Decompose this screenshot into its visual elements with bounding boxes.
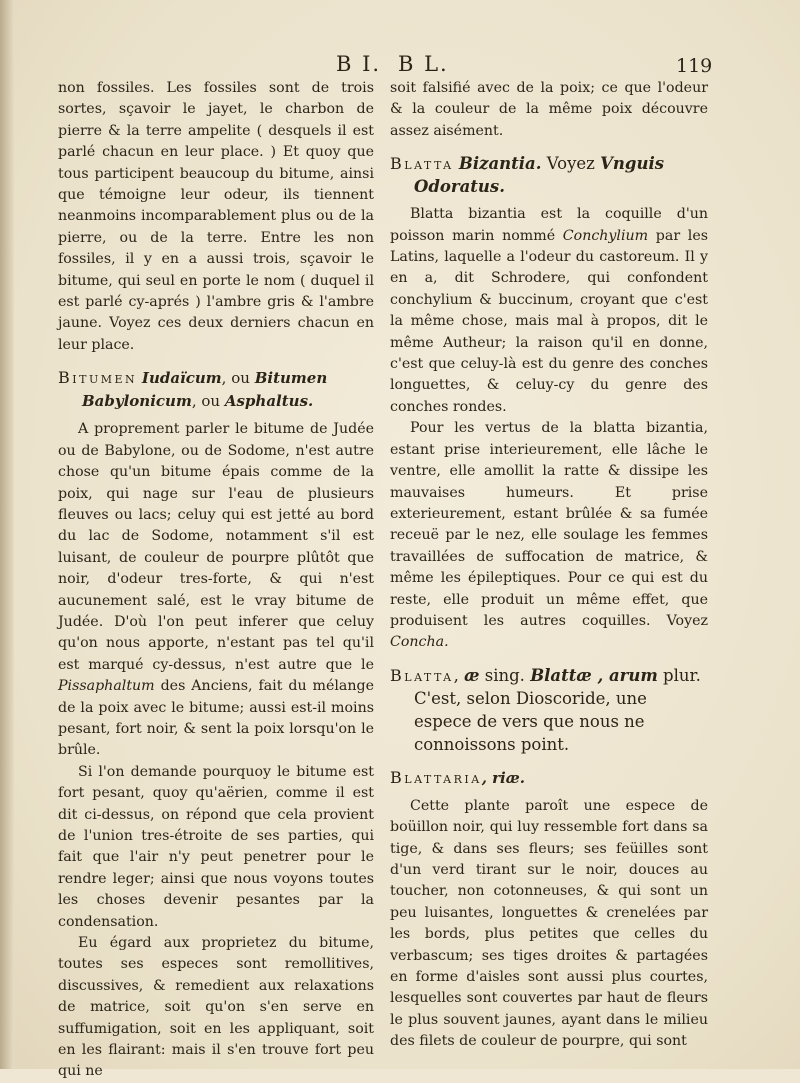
paragraph-proprietez: Eu égard aux proprietez du bitume, toutes ses especes sont remollitives, discussives, & remedient aux relaxations de matrice, soit qu'on s'en serve en suffumigation, soit en les appliquant, soit en les flairant: mais il s'en trouve fort peu qui ne <box>58 935 374 1080</box>
paragraph-fossiles: non fossiles. Les fossiles sont de trois sortes, sçavoir le jayet, le charbon de pierre & la terre ampelite ( desquels il est parlé chacun en leur place. ) Et quoy que tous participent beaucoup du bitume, ainsi que témoigne leur odeur, ils tiennent neanmoins incomparablement plus ou de la pierre, ou de la terre. Entre les non fossiles, il y en a aussi trois, sçavoir le bitume, qui seul en porte le nom ( duquel il est parlé cy-aprés ) l'ambre gris & l'ambre jaune. Voyez ces deux derniers chacun en leur place. <box>58 80 374 353</box>
headword-blattaria: Blattaria <box>390 767 482 787</box>
term-conchylium: Conchylium <box>562 227 649 244</box>
page-number: 119 <box>676 55 713 77</box>
heading-separator-2: , ou <box>191 392 221 411</box>
entry-heading-blatta-plural <box>390 664 708 756</box>
headword-bitumen-babylonicum: Bitumen Babylonicum <box>82 369 328 411</box>
running-head-right: B L. <box>398 52 449 76</box>
headword-bizantia: Bizantia. <box>458 154 542 174</box>
paragraph-vertus <box>390 418 708 653</box>
paragraph-pesant: Si l'on demande pourquoy le bitume est fort pesant, quoy qu'aërien, comme il est dit ci-dessus, on répond que cela provient de l'union tres-étroite de ses parties, qui fait que l'air n'y peut penetrer pour le rendre leger; ainsi que nous voyons toutes les choses devenir pesantes par la condensation. <box>58 763 374 930</box>
left-column <box>58 78 374 1083</box>
text-run: par les Latins, laquelle a l'odeur du castoreum. Il y en a, dit Schrodere, qui confondent conchylium & buccinum, croyant que c'est la même chose, mais mal à propos, dit le même Autheur; la raison qu'il en donne, c'est que celuy-là est du genre des conches longuettes, & celuy-cy du genre des conches rondes. <box>390 227 709 415</box>
paragraph-plante: Cette plante paroît une espece de boüillon noir, qui luy ressemble fort dans sa tige, & dans ses fleurs; ses feüilles sont d'un verd tirant sur le noir, douces au toucher, non cotonneuses, & qui sont un peu luisantes, longuettes & crenelées par les bords, plus petites que celles du verbascum; ses tiges droites & partagées en forme d'aisles sont aussi plus courtes, lesquelles sont couvertes par haut de fleurs le plus souvent jaunes, ayant dans le milieu des filets de couleur de pourpre, qui sont <box>390 797 708 1050</box>
headword-bitumen: Bitumen <box>58 368 138 388</box>
entry-heading-bitumen <box>58 366 374 413</box>
running-head-left: B I. <box>336 52 382 76</box>
headword-blattae-arum: Blattæ , arum <box>530 665 658 685</box>
cross-reference-concha: Concha. <box>390 634 449 651</box>
headword-blatta: Blatta <box>390 154 454 174</box>
page-gutter <box>0 0 14 1069</box>
heading-voyez: Voyez <box>546 154 595 174</box>
paragraph-blatta-coquille <box>390 204 708 418</box>
entry-heading-blattaria <box>390 766 708 790</box>
paragraph-bitume-judee <box>58 419 374 762</box>
text-run: Pour les vertus de la blatta bizantia, estant prise interieurement, elle lâche le ventre, elle amollit la ratte & dissipe les mauvaises humeurs. Et prise exterieurement, estant brûlée & sa fumée receuë par le nez, elle soulage les femmes travaillées de suffocation de matrice, & même les épileptiques. Pour ce qui est du reste, elle produit un même effet, que produisent les autres coquilles. Voyez <box>390 420 708 629</box>
text-run: des Anciens, fait du mélange de la poix avec le bitume; aussi est-il moins pesant, fort noir, & sent la poix lorsqu'on le brûle. <box>58 678 374 759</box>
headword-asphaltus: Asphaltus. <box>224 392 314 411</box>
headword-blatta-2: Blatta <box>390 665 454 685</box>
text-run: Blatta bizantia est la coquille d'un poisson marin nommé <box>390 206 708 244</box>
headword-ending: æ <box>464 665 480 685</box>
headword-iudaicum: Iudaïcum <box>141 369 222 388</box>
right-column <box>390 78 708 1053</box>
heading-separator: , ou <box>221 369 250 388</box>
paragraph-falsifie: soit falsifié avec de la poix; ce que l'odeur & la couleur de la même poix découvre assez aisément. <box>390 80 708 139</box>
heading-separator: , <box>453 665 465 685</box>
entry-heading-blatta-bizantia <box>390 152 708 198</box>
text-run: A proprement parler le bitume de Judée ou de Babylone, ou de Sodome, n'est autre chose qu'un bitume épais comme de la poix, qui nage sur l'eau de plusieurs fleuves ou lacs; celuy qui est jetté au bord du lac de Sodome, notamment s'il est luisant, de couleur de pourpre plûtôt que noir, d'odeur tres-forte, & qui n'est aucunement salé, est le vray bitume de Judée. D'où l'on peut inferer que celuy qu'on nous apporte, n'estant pas tel qu'il est marqué cy-dessus, n'est autre que le <box>58 421 374 673</box>
headword-ending-riae: , riæ. <box>481 768 525 787</box>
term-pissaphaltum: Pissaphaltum <box>58 678 155 695</box>
heading-sing: sing. <box>484 665 525 685</box>
cross-reference-vnguis: Vnguis Odoratus. <box>414 154 664 197</box>
heading-definition: plur. C'est, selon Dioscoride, une espece de vers que nous ne connoissons point. <box>414 665 701 754</box>
